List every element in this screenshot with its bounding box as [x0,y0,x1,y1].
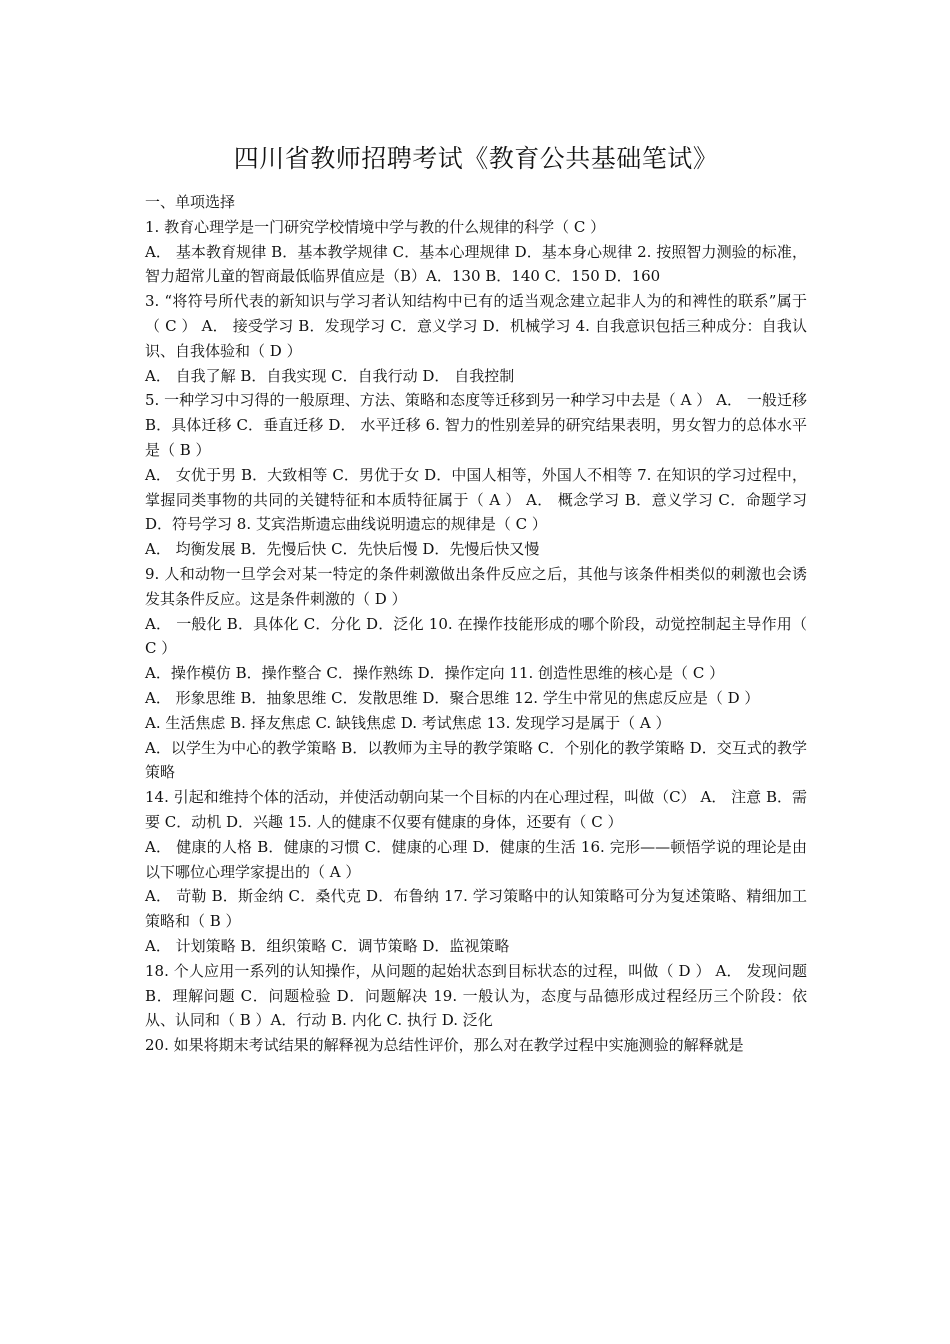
paragraph: A． 自我了解 B．自我实现 C．自我行动 D． 自我控制 [145,366,515,385]
section-heading: 一、单项选择 [145,193,236,211]
paragraph: A． 健康的人格 B．健康的习惯 C．健康的心理 D．健康的生活 16. 完形——顿悟学说的理论是由以下哪位心理学家提出的（ A ） [145,837,807,881]
paragraph: A． 计划策略 B．组织策略 C．调节策略 D．监视策略 [145,936,510,955]
paragraph: A．以学生为中心的教学策略 B．以教师为主导的教学策略 C．个别化的教学策略 D．交互式的教学策略 [145,738,807,782]
paragraph: A. 生活焦虑 B. 择友焦虑 C. 缺钱焦虑 D. 考试焦虑 13. 发现学习是属于（ A ） [145,713,671,732]
document-page [145,142,807,1058]
paragraph: A． 均衡发展 B．先慢后快 C．先快后慢 D．先慢后快又慢 [145,540,540,559]
paragraph: 5. 一种学习中习得的一般原理、方法、策略和态度等迁移到另一种学习中去是（ A ） A． 一般迁移 B．具体迁移 C．垂直迁移 D． 水平迁移 6. 智力的性别差异的研究结果表明，男女智力的总体水平是（ B ） [145,391,807,459]
paragraph: 14. 引起和维持个体的活动，并使活动朝向某一个目标的内在心理过程，叫做（C） A． 注意 B．需要 C．动机 D．兴趣 15. 人的健康不仅要有健康的身体，还要有（ C ） [145,788,807,831]
paragraph: A． 苛勒 B．斯金纳 C．桑代克 D．布鲁纳 17. 学习策略中的认知策略可分为复述策略、精细加工策略和（ B ） [145,887,807,931]
paragraph: A． 基本教育规律 B．基本教学规律 C．基本心理规律 D．基本身心规律 2. 按照智力测验的标准，智力超常儿童的智商最低临界值应是（B）A．130 B．140 C．150 D．160 [145,242,807,286]
paragraph: 3. “将符号所代表的新知识与学习者认知结构中已有的适当观念建立起非人为的和裨性的联系”属于（ C ） A． 接受学习 B．发现学习 C．意义学习 D．机械学习 4. 自我意识包括三种成分：自我认识、自我体验和（ D ） [145,292,807,360]
paragraph: 9. 人和动物一旦学会对某一特定的条件刺激做出条件反应之后，其他与该条件相类似的刺激也会诱发其条件反应。这是条件刺激的（ D ） [145,564,807,608]
paragraph: A．操作模仿 B．操作整合 C．操作熟练 D．操作定向 11. 创造性思维的核心是（ C ） [145,664,725,683]
paragraph: A． 女优于男 B．大致相等 C．男优于女 D．中国人相等，外国人不相等 7. 在知识的学习过程中，掌握同类事物的共同的关键特征和本质特征属于（ A ） A． 概念学习 B．意义学习 C．命题学习 D．符号学习 8. 艾宾浩斯遗忘曲线说明遗忘的规律是（ C ） [145,465,807,534]
document-title: 四川省教师招聘考试《教育公共基础笔试》 [233,144,719,173]
paragraph: 18. 个人应用一系列的认知操作，从问题的起始状态到目标状态的过程，叫做（ D ） A． 发现问题 B．理解问题 C．问题检验 D．问题解决 19. 一般认为，态度与品德形成过程经历三个阶段：依从、认同和（ B ）A．行动 B. 内化 C. 执行 D. 泛化 [145,961,807,1030]
paragraph: 20. 如果将期末考试结果的解释视为总结性评价，那么对在教学过程中实施测验的解释就是 [145,1036,744,1055]
paragraph: A． 形象思维 B．抽象思维 C．发散思维 D．聚合思维 12. 学生中常见的焦虑反应是（ D ） [145,688,760,707]
paragraph: A． 一般化 B．具体化 C．分化 D．泛化 10. 在操作技能形成的哪个阶段，动觉控制起主导作用（ C ） [145,614,807,658]
paragraph: 1. 教育心理学是一门研究学校情境中学与教的什么规律的科学（ C ） [145,217,606,236]
document-body [145,190,807,1058]
